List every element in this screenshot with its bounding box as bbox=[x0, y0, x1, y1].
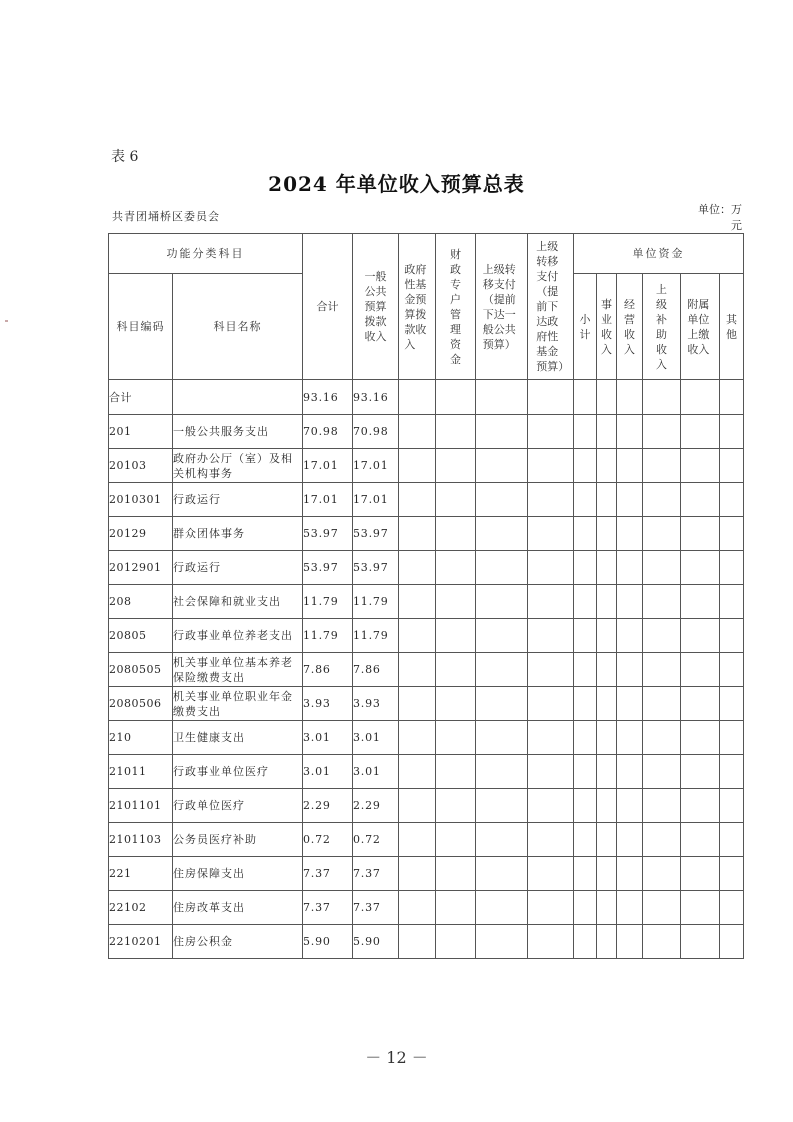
cell-transfer-fund bbox=[528, 857, 574, 891]
cell-other bbox=[720, 789, 744, 823]
cell-total: 3.01 bbox=[303, 721, 353, 755]
cell-business-income bbox=[597, 823, 617, 857]
cell-business-income bbox=[597, 415, 617, 449]
cell-transfer-fund bbox=[528, 380, 574, 415]
table-row bbox=[109, 380, 744, 415]
cell-transfer-fund bbox=[528, 789, 574, 823]
cell-affiliated-income bbox=[681, 891, 720, 925]
table-row bbox=[109, 755, 744, 789]
cell-affiliated-income bbox=[681, 687, 720, 721]
page-number: － 12 － bbox=[365, 1048, 428, 1067]
cell-operating-income bbox=[617, 857, 643, 891]
cell-other bbox=[720, 449, 744, 483]
cell-transfer-general bbox=[476, 585, 528, 619]
header-code: 科目编码 bbox=[109, 274, 173, 380]
cell-general-public: 2.29 bbox=[353, 789, 399, 823]
cell-fiscal-special bbox=[436, 380, 476, 415]
cell-affiliated-income bbox=[681, 721, 720, 755]
cell-transfer-general bbox=[476, 823, 528, 857]
cell-general-public: 3.01 bbox=[353, 721, 399, 755]
cell-subtotal bbox=[574, 380, 597, 415]
cell-other bbox=[720, 721, 744, 755]
cell-superior-subsidy bbox=[643, 551, 681, 585]
cell-operating-income bbox=[617, 415, 643, 449]
header-gov-fund-budget: 政府性基金预算拨款收入 bbox=[399, 234, 436, 380]
table-row bbox=[109, 823, 744, 857]
cell-fiscal-special bbox=[436, 449, 476, 483]
cell-total: 7.86 bbox=[303, 653, 353, 687]
cell-subtotal bbox=[574, 551, 597, 585]
cell-gov-fund bbox=[399, 823, 436, 857]
cell-transfer-general bbox=[476, 755, 528, 789]
cell-total: 17.01 bbox=[303, 449, 353, 483]
cell-name: 行政事业单位医疗 bbox=[173, 755, 303, 789]
organization-name: 共青团埇桥区委员会 bbox=[112, 210, 220, 223]
cell-general-public: 11.79 bbox=[353, 585, 399, 619]
cell-superior-subsidy bbox=[643, 619, 681, 653]
cell-fiscal-special bbox=[436, 857, 476, 891]
cell-operating-income bbox=[617, 823, 643, 857]
cell-transfer-fund bbox=[528, 925, 574, 959]
cell-name: 住房改革支出 bbox=[173, 891, 303, 925]
cell-gov-fund bbox=[399, 789, 436, 823]
cell-business-income bbox=[597, 483, 617, 517]
cell-other bbox=[720, 891, 744, 925]
cell-affiliated-income bbox=[681, 653, 720, 687]
header-total: 合计 bbox=[303, 234, 353, 380]
cell-code: 2210201 bbox=[109, 925, 173, 959]
cell-affiliated-income bbox=[681, 551, 720, 585]
cell-code: 221 bbox=[109, 857, 173, 891]
cell-transfer-fund bbox=[528, 415, 574, 449]
cell-total: 11.79 bbox=[303, 585, 353, 619]
cell-subtotal bbox=[574, 517, 597, 551]
cell-total: 53.97 bbox=[303, 551, 353, 585]
cell-gov-fund bbox=[399, 619, 436, 653]
cell-subtotal bbox=[574, 857, 597, 891]
cell-gov-fund bbox=[399, 755, 436, 789]
cell-name: 行政运行 bbox=[173, 551, 303, 585]
cell-general-public: 11.79 bbox=[353, 619, 399, 653]
cell-gov-fund bbox=[399, 517, 436, 551]
cell-transfer-fund bbox=[528, 551, 574, 585]
cell-gov-fund bbox=[399, 857, 436, 891]
cell-affiliated-income bbox=[681, 925, 720, 959]
cell-fiscal-special bbox=[436, 891, 476, 925]
cell-code: 2101101 bbox=[109, 789, 173, 823]
cell-fiscal-special bbox=[436, 517, 476, 551]
cell-other bbox=[720, 755, 744, 789]
cell-superior-subsidy bbox=[643, 585, 681, 619]
cell-other bbox=[720, 857, 744, 891]
cell-superior-subsidy bbox=[643, 687, 681, 721]
cell-subtotal bbox=[574, 687, 597, 721]
cell-name: 群众团体事务 bbox=[173, 517, 303, 551]
cell-business-income bbox=[597, 721, 617, 755]
cell-operating-income bbox=[617, 755, 643, 789]
cell-subtotal bbox=[574, 891, 597, 925]
cell-general-public: 70.98 bbox=[353, 415, 399, 449]
cell-general-public: 7.37 bbox=[353, 857, 399, 891]
cell-gov-fund bbox=[399, 449, 436, 483]
cell-business-income bbox=[597, 687, 617, 721]
cell-transfer-general bbox=[476, 721, 528, 755]
cell-business-income bbox=[597, 925, 617, 959]
cell-other bbox=[720, 925, 744, 959]
header-superior-subsidy: 上级补助收入 bbox=[643, 274, 681, 380]
cell-other bbox=[720, 653, 744, 687]
cell-general-public: 5.90 bbox=[353, 925, 399, 959]
cell-total: 53.97 bbox=[303, 517, 353, 551]
table-row bbox=[109, 415, 744, 449]
cell-operating-income bbox=[617, 449, 643, 483]
cell-affiliated-income bbox=[681, 517, 720, 551]
cell-superior-subsidy bbox=[643, 891, 681, 925]
cell-superior-subsidy bbox=[643, 517, 681, 551]
cell-transfer-general bbox=[476, 687, 528, 721]
cell-operating-income bbox=[617, 380, 643, 415]
cell-code: 208 bbox=[109, 585, 173, 619]
cell-gov-fund bbox=[399, 380, 436, 415]
cell-name: 公务员医疗补助 bbox=[173, 823, 303, 857]
cell-superior-subsidy bbox=[643, 380, 681, 415]
cell-business-income bbox=[597, 891, 617, 925]
unit-label: 单位：万元 bbox=[698, 203, 742, 232]
cell-business-income bbox=[597, 619, 617, 653]
cell-superior-subsidy bbox=[643, 415, 681, 449]
cell-other bbox=[720, 415, 744, 449]
cell-transfer-general bbox=[476, 483, 528, 517]
cell-affiliated-income bbox=[681, 380, 720, 415]
table-row bbox=[109, 789, 744, 823]
cell-total: 3.93 bbox=[303, 687, 353, 721]
cell-business-income bbox=[597, 789, 617, 823]
cell-code: 2080505 bbox=[109, 653, 173, 687]
cell-transfer-general bbox=[476, 857, 528, 891]
cell-fiscal-special bbox=[436, 653, 476, 687]
cell-total: 11.79 bbox=[303, 619, 353, 653]
cell-general-public: 7.86 bbox=[353, 653, 399, 687]
cell-name: 住房保障支出 bbox=[173, 857, 303, 891]
cell-name: 卫生健康支出 bbox=[173, 721, 303, 755]
cell-business-income bbox=[597, 755, 617, 789]
cell-fiscal-special bbox=[436, 585, 476, 619]
cell-fiscal-special bbox=[436, 415, 476, 449]
cell-business-income bbox=[597, 857, 617, 891]
cell-business-income bbox=[597, 380, 617, 415]
table-row bbox=[109, 687, 744, 721]
table-row bbox=[109, 619, 744, 653]
cell-total: 7.37 bbox=[303, 891, 353, 925]
cell-transfer-fund bbox=[528, 687, 574, 721]
cell-code: 2080506 bbox=[109, 687, 173, 721]
cell-gov-fund bbox=[399, 585, 436, 619]
document-title: 2024 年单位收入预算总表 bbox=[268, 172, 525, 196]
cell-superior-subsidy bbox=[643, 823, 681, 857]
cell-affiliated-income bbox=[681, 585, 720, 619]
cell-business-income bbox=[597, 449, 617, 483]
cell-operating-income bbox=[617, 891, 643, 925]
cell-gov-fund bbox=[399, 483, 436, 517]
table-row bbox=[109, 857, 744, 891]
cell-subtotal bbox=[574, 619, 597, 653]
cell-gov-fund bbox=[399, 415, 436, 449]
cell-name: 社会保障和就业支出 bbox=[173, 585, 303, 619]
cell-transfer-general bbox=[476, 619, 528, 653]
cell-business-income bbox=[597, 517, 617, 551]
cell-transfer-fund bbox=[528, 653, 574, 687]
cell-code: 22102 bbox=[109, 891, 173, 925]
cell-operating-income bbox=[617, 721, 643, 755]
table-row bbox=[109, 449, 744, 483]
cell-fiscal-special bbox=[436, 789, 476, 823]
cell-business-income bbox=[597, 585, 617, 619]
cell-operating-income bbox=[617, 925, 643, 959]
cell-general-public: 93.16 bbox=[353, 380, 399, 415]
header-other: 其他 bbox=[720, 274, 744, 380]
cell-transfer-fund bbox=[528, 755, 574, 789]
cell-subtotal bbox=[574, 755, 597, 789]
cell-name: 行政单位医疗 bbox=[173, 789, 303, 823]
cell-general-public: 3.93 bbox=[353, 687, 399, 721]
cell-name: 行政运行 bbox=[173, 483, 303, 517]
header-fiscal-special-account: 财政专户管理资金 bbox=[436, 234, 476, 380]
header-business-income: 事业收入 bbox=[597, 274, 617, 380]
cell-affiliated-income bbox=[681, 857, 720, 891]
cell-fiscal-special bbox=[436, 925, 476, 959]
cell-code: 20129 bbox=[109, 517, 173, 551]
cell-transfer-general bbox=[476, 551, 528, 585]
cell-transfer-general bbox=[476, 517, 528, 551]
header-name: 科目名称 bbox=[173, 274, 303, 380]
cell-subtotal bbox=[574, 653, 597, 687]
cell-fiscal-special bbox=[436, 483, 476, 517]
cell-gov-fund bbox=[399, 891, 436, 925]
cell-code: 21011 bbox=[109, 755, 173, 789]
cell-subtotal bbox=[574, 585, 597, 619]
cell-superior-subsidy bbox=[643, 755, 681, 789]
cell-transfer-general bbox=[476, 380, 528, 415]
cell-other bbox=[720, 551, 744, 585]
cell-general-public: 3.01 bbox=[353, 755, 399, 789]
cell-fiscal-special bbox=[436, 551, 476, 585]
cell-superior-subsidy bbox=[643, 857, 681, 891]
header-general-public-budget: 一般公共预算拨款收入 bbox=[353, 234, 399, 380]
cell-transfer-general bbox=[476, 653, 528, 687]
cell-general-public: 7.37 bbox=[353, 891, 399, 925]
cell-fiscal-special bbox=[436, 619, 476, 653]
table-row bbox=[109, 891, 744, 925]
cell-transfer-fund bbox=[528, 449, 574, 483]
table-number-label: 表 6 bbox=[111, 149, 139, 165]
cell-fiscal-special bbox=[436, 687, 476, 721]
cell-affiliated-income bbox=[681, 823, 720, 857]
cell-operating-income bbox=[617, 653, 643, 687]
cell-transfer-general bbox=[476, 925, 528, 959]
cell-affiliated-income bbox=[681, 415, 720, 449]
cell-code: 20805 bbox=[109, 619, 173, 653]
cell-superior-subsidy bbox=[643, 721, 681, 755]
cell-transfer-fund bbox=[528, 619, 574, 653]
cell-operating-income bbox=[617, 517, 643, 551]
cell-other bbox=[720, 687, 744, 721]
table-row bbox=[109, 585, 744, 619]
cell-business-income bbox=[597, 653, 617, 687]
cell-total: 93.16 bbox=[303, 380, 353, 415]
cell-subtotal bbox=[574, 483, 597, 517]
cell-total: 2.29 bbox=[303, 789, 353, 823]
cell-total: 0.72 bbox=[303, 823, 353, 857]
cell-code: 201 bbox=[109, 415, 173, 449]
cell-transfer-fund bbox=[528, 891, 574, 925]
cell-general-public: 17.01 bbox=[353, 449, 399, 483]
cell-transfer-fund bbox=[528, 483, 574, 517]
cell-name: 机关事业单位基本养老保险缴费支出 bbox=[173, 653, 303, 687]
table-row bbox=[109, 551, 744, 585]
header-function-category: 功能分类科目 bbox=[109, 234, 303, 274]
cell-fiscal-special bbox=[436, 721, 476, 755]
cell-name: 住房公积金 bbox=[173, 925, 303, 959]
cell-gov-fund bbox=[399, 653, 436, 687]
table-row bbox=[109, 925, 744, 959]
cell-transfer-fund bbox=[528, 517, 574, 551]
cell-total: 70.98 bbox=[303, 415, 353, 449]
header-operating-income: 经营收入 bbox=[617, 274, 643, 380]
cell-code: 210 bbox=[109, 721, 173, 755]
cell-operating-income bbox=[617, 789, 643, 823]
cell-fiscal-special bbox=[436, 755, 476, 789]
table-row bbox=[109, 517, 744, 551]
cell-other bbox=[720, 380, 744, 415]
cell-fiscal-special bbox=[436, 823, 476, 857]
cell-superior-subsidy bbox=[643, 483, 681, 517]
cell-name: 机关事业单位职业年金缴费支出 bbox=[173, 687, 303, 721]
cell-code: 2012901 bbox=[109, 551, 173, 585]
cell-total: 17.01 bbox=[303, 483, 353, 517]
cell-gov-fund bbox=[399, 551, 436, 585]
table-row bbox=[109, 653, 744, 687]
cell-subtotal bbox=[574, 823, 597, 857]
cell-operating-income bbox=[617, 585, 643, 619]
scan-artifact bbox=[5, 320, 8, 322]
header-transfer-fund-budget: 上级转移支付（提前下达政府性基金预算） bbox=[528, 234, 574, 380]
cell-transfer-fund bbox=[528, 585, 574, 619]
cell-general-public: 53.97 bbox=[353, 551, 399, 585]
cell-transfer-general bbox=[476, 891, 528, 925]
cell-business-income bbox=[597, 551, 617, 585]
cell-transfer-general bbox=[476, 415, 528, 449]
cell-gov-fund bbox=[399, 687, 436, 721]
cell-name: 政府办公厅（室）及相关机构事务 bbox=[173, 449, 303, 483]
cell-general-public: 17.01 bbox=[353, 483, 399, 517]
cell-gov-fund bbox=[399, 721, 436, 755]
cell-subtotal bbox=[574, 789, 597, 823]
cell-code: 2101103 bbox=[109, 823, 173, 857]
cell-operating-income bbox=[617, 483, 643, 517]
cell-other bbox=[720, 585, 744, 619]
cell-transfer-general bbox=[476, 449, 528, 483]
cell-affiliated-income bbox=[681, 619, 720, 653]
cell-code: 20103 bbox=[109, 449, 173, 483]
cell-affiliated-income bbox=[681, 449, 720, 483]
cell-other bbox=[720, 517, 744, 551]
cell-affiliated-income bbox=[681, 483, 720, 517]
cell-superior-subsidy bbox=[643, 449, 681, 483]
header-transfer-general-budget: 上级转移支付（提前下达一般公共预算） bbox=[476, 234, 528, 380]
cell-name bbox=[173, 380, 303, 415]
income-budget-table bbox=[108, 233, 744, 959]
cell-gov-fund bbox=[399, 925, 436, 959]
cell-affiliated-income bbox=[681, 789, 720, 823]
table-row bbox=[109, 721, 744, 755]
cell-subtotal bbox=[574, 721, 597, 755]
cell-operating-income bbox=[617, 687, 643, 721]
cell-superior-subsidy bbox=[643, 789, 681, 823]
cell-subtotal bbox=[574, 415, 597, 449]
cell-superior-subsidy bbox=[643, 925, 681, 959]
header-unit-funds: 单位资金 bbox=[574, 234, 744, 274]
cell-name: 行政事业单位养老支出 bbox=[173, 619, 303, 653]
table-row bbox=[109, 483, 744, 517]
cell-other bbox=[720, 619, 744, 653]
cell-total: 3.01 bbox=[303, 755, 353, 789]
cell-affiliated-income bbox=[681, 755, 720, 789]
cell-other bbox=[720, 483, 744, 517]
cell-total: 5.90 bbox=[303, 925, 353, 959]
header-affiliated-income: 附属单位上缴收入 bbox=[681, 274, 720, 380]
cell-other bbox=[720, 823, 744, 857]
cell-total: 7.37 bbox=[303, 857, 353, 891]
cell-transfer-fund bbox=[528, 721, 574, 755]
cell-transfer-fund bbox=[528, 823, 574, 857]
cell-superior-subsidy bbox=[643, 653, 681, 687]
cell-operating-income bbox=[617, 619, 643, 653]
cell-general-public: 0.72 bbox=[353, 823, 399, 857]
cell-general-public: 53.97 bbox=[353, 517, 399, 551]
header-subtotal: 小计 bbox=[574, 274, 597, 380]
cell-transfer-general bbox=[476, 789, 528, 823]
cell-code: 合计 bbox=[109, 380, 173, 415]
cell-subtotal bbox=[574, 925, 597, 959]
cell-name: 一般公共服务支出 bbox=[173, 415, 303, 449]
cell-subtotal bbox=[574, 449, 597, 483]
cell-code: 2010301 bbox=[109, 483, 173, 517]
cell-operating-income bbox=[617, 551, 643, 585]
